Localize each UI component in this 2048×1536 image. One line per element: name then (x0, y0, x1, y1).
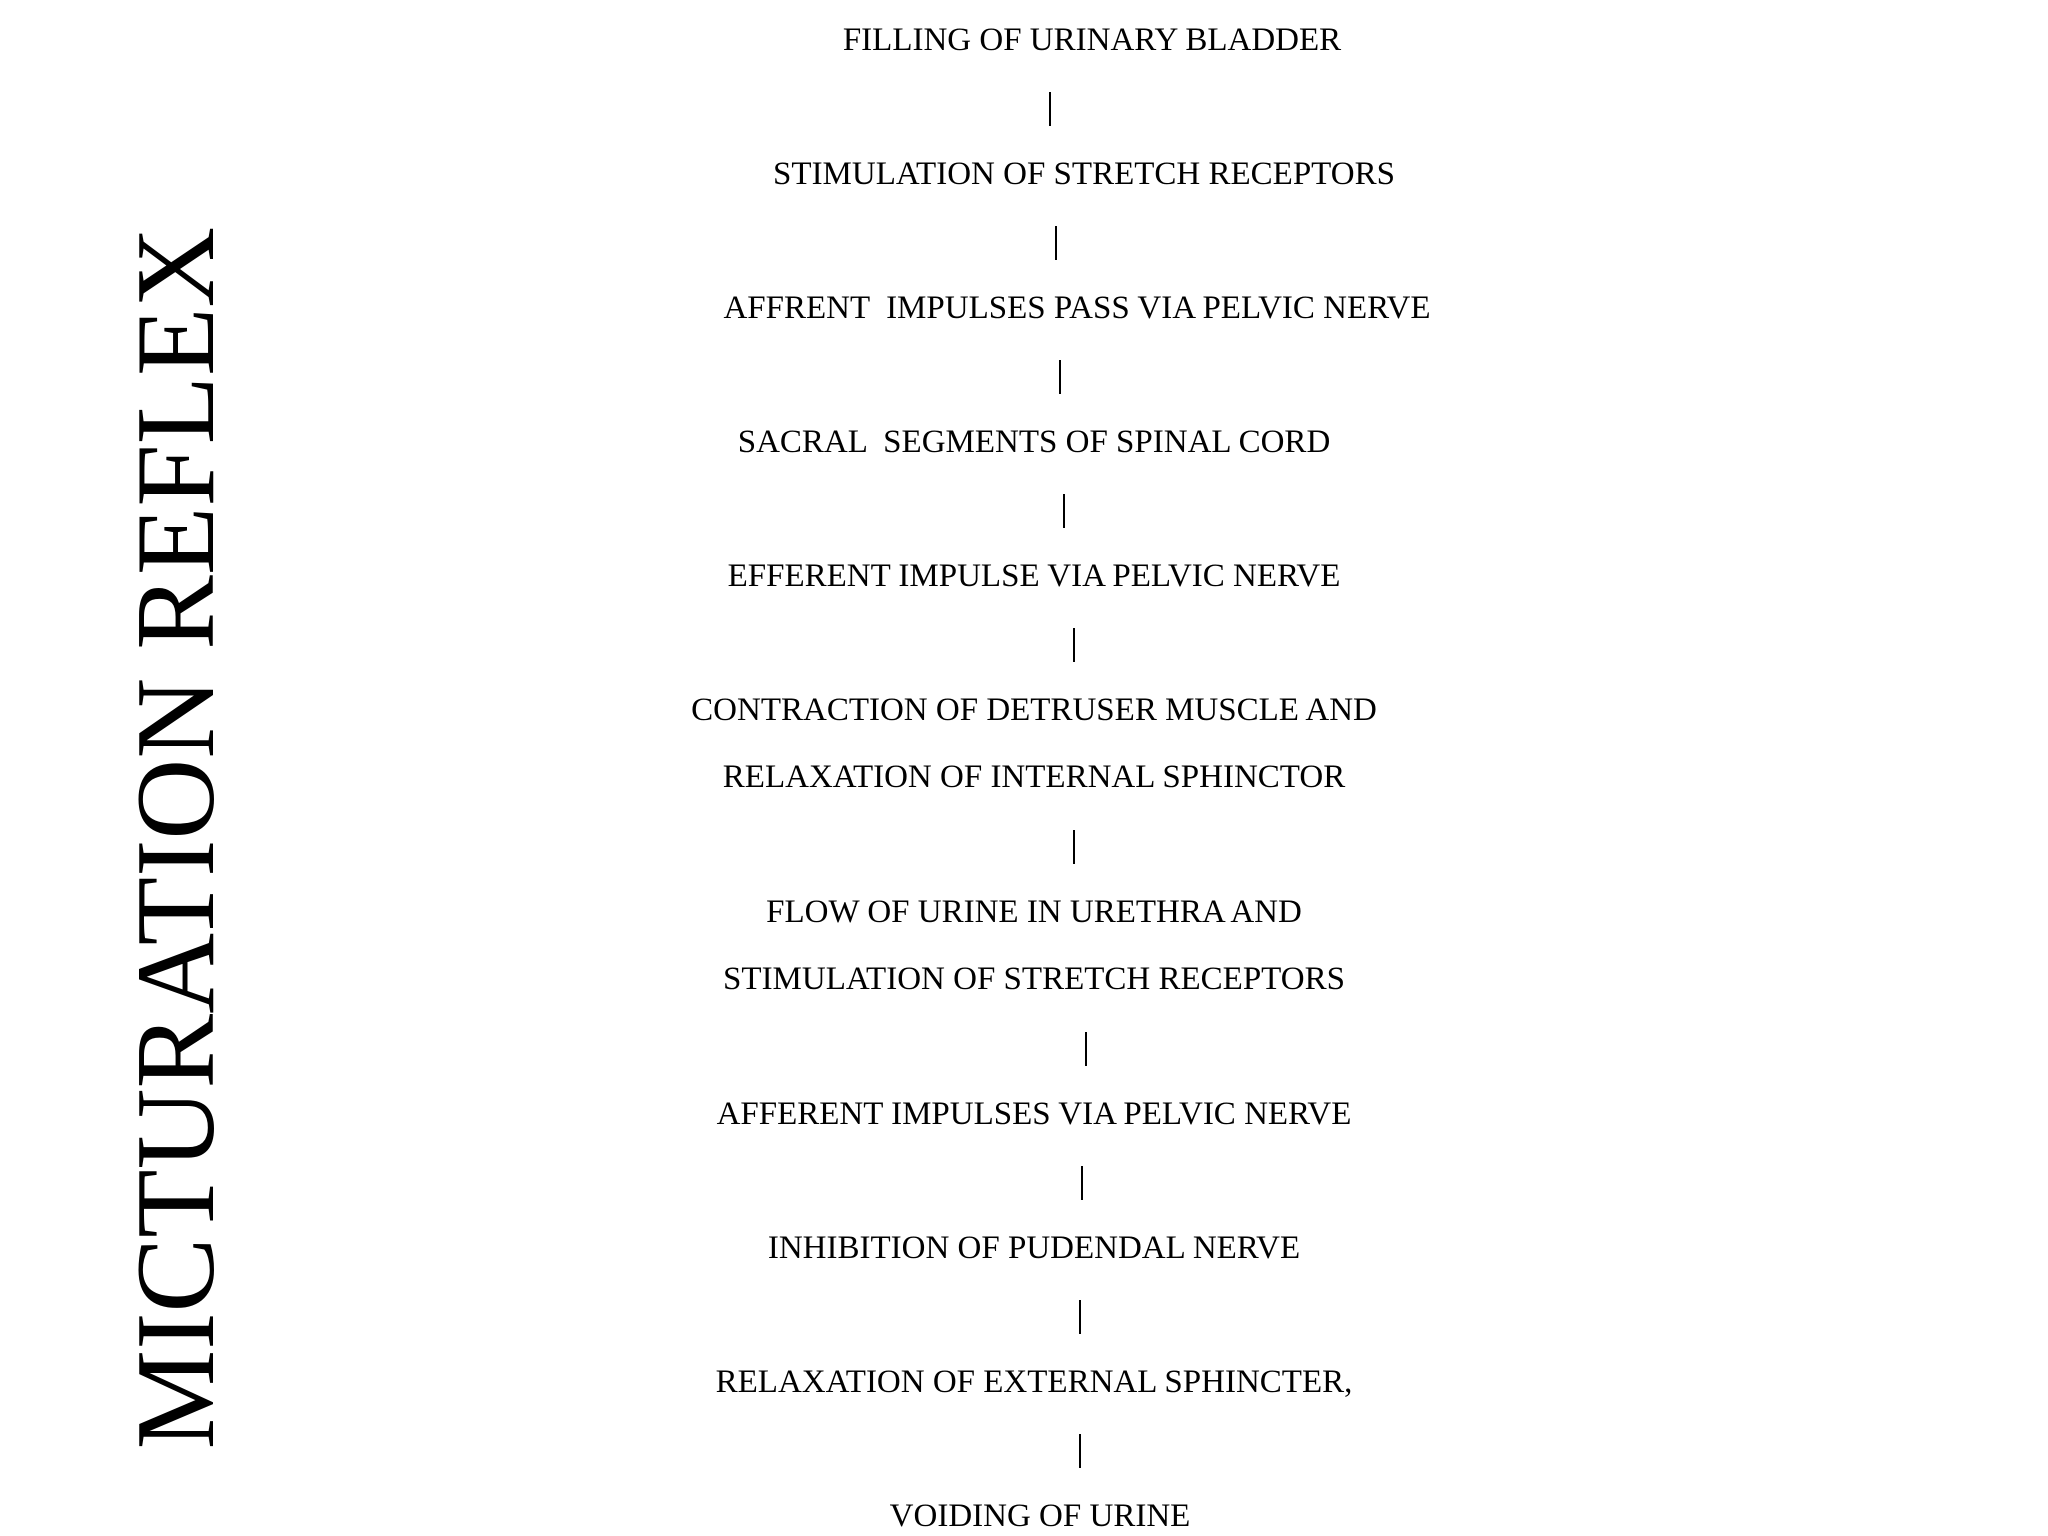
step-afferent-impulses-2: AFFERENT IMPULSES VIA PELVIC NERVE (716, 1096, 1352, 1132)
connector-6 (1073, 830, 1075, 864)
connector-3 (1059, 360, 1061, 394)
step-stretch-receptors: STIMULATION OF STRETCH RECEPTORS (773, 156, 1395, 192)
step-stretch-receptors-urethra: STIMULATION OF STRETCH RECEPTORS (723, 961, 1345, 997)
step-flow-urine: FLOW OF URINE IN URETHRA AND (766, 894, 1302, 930)
slide-title: MICTURATION REFLEX (114, 226, 238, 1450)
connector-8 (1081, 1166, 1083, 1200)
connector-4 (1063, 494, 1065, 528)
connector-2 (1055, 226, 1057, 260)
step-relaxation-external: RELAXATION OF EXTERNAL SPHINCTER, (715, 1364, 1353, 1400)
step-contraction-detruser: CONTRACTION OF DETRUSER MUSCLE AND (691, 692, 1377, 728)
connector-10 (1079, 1434, 1081, 1468)
step-voiding-urine: VOIDING OF URINE (889, 1498, 1191, 1534)
connector-9 (1079, 1300, 1081, 1334)
connector-1 (1049, 92, 1051, 126)
step-efferent-impulse: EFFERENT IMPULSE VIA PELVIC NERVE (727, 558, 1341, 594)
step-sacral-segments: SACRAL SEGMENTS OF SPINAL CORD (737, 424, 1331, 460)
connector-5 (1073, 628, 1075, 662)
step-filling-bladder: FILLING OF URINARY BLADDER (842, 22, 1342, 58)
step-afferent-impulses: AFFRENT IMPULSES PASS VIA PELVIC NERVE (723, 290, 1431, 326)
step-relaxation-internal: RELAXATION OF INTERNAL SPHINCTOR (722, 759, 1346, 795)
connector-7 (1085, 1032, 1087, 1066)
step-inhibition-pudendal: INHIBITION OF PUDENDAL NERVE (767, 1230, 1301, 1266)
